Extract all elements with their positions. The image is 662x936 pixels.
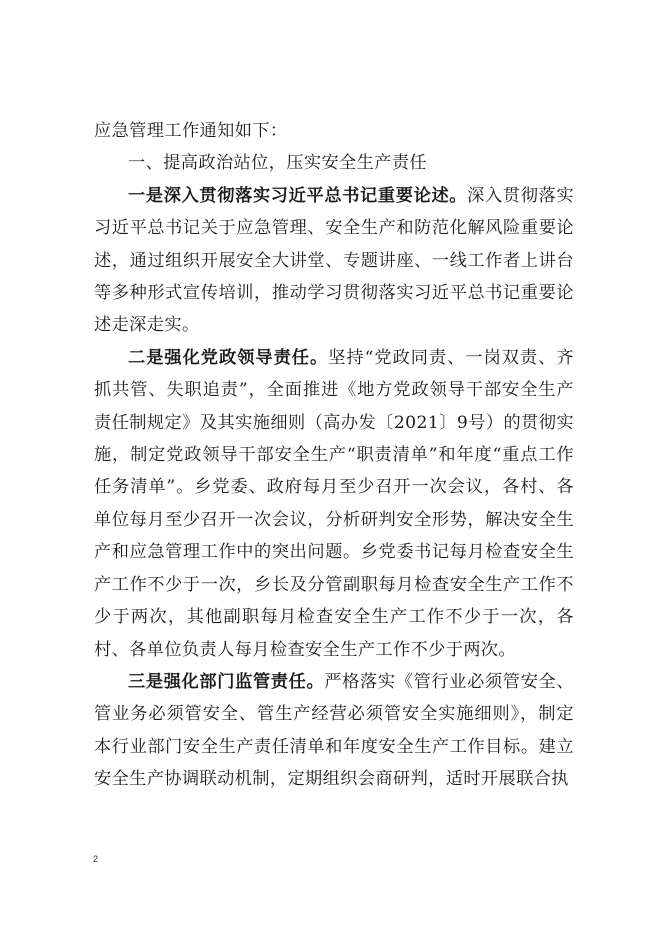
intro-line: 应急管理工作通知如下： xyxy=(94,121,288,141)
paragraph-3-lead: 三是强化部门监管责任。 xyxy=(128,671,325,692)
document-body xyxy=(94,115,574,796)
page-number: 2 xyxy=(93,854,99,864)
section-heading: 一、提高政治站位，压实安全生产责任 xyxy=(128,153,427,174)
paragraph-3-body: 严格落实《管行业必须管安全、管业务必须管安全、管生产经营必须管安全实施细则》，制定本行业部门安全生产责任清单和年度安全生产工作目标。建立安全生产协调联动机制，定期组织会商研判，适时开展联合执 xyxy=(94,671,574,790)
paragraph-2-lead: 二是强化党政领导责任。 xyxy=(128,347,329,368)
paragraph-2 xyxy=(94,342,574,666)
paragraph-1 xyxy=(94,180,574,342)
paragraph-3 xyxy=(94,666,574,796)
paragraph-2-body: 坚持“党政同责、一岗双责、齐抓共管、失职追责”，全面推进《地方党政领导干部安全生产责任制规定》及其实施细则（高办发〔2021〕9号）的贯彻实施，制定党政领导干部安全生产“职责清单”和年度“重点工作任务清单”。乡党委、政府每月至少召开一次会议，各村、各单位每月至少召开一次会议，分析研判安全形势，解决安全生产和应急管理工作中的突出问题。乡党委书记每月检查安全生产工作不少于一次，乡长及分管副职每月检查安全生产工作不少于两次，其他副职每月检查安全生产工作不少于一次，各村、各单位负责人每月检查安全生产工作不少于两次。 xyxy=(94,347,574,660)
paragraph-1-lead: 一是深入贯彻落实习近平总书记重要论述。 xyxy=(128,185,468,206)
paragraph-1-body: 深入贯彻落实习近平总书记关于应急管理、安全生产和防范化解风险重要论述，通过组织开展安全大讲堂、专题讲座、一线工作者上讲台等多种形式宣传培训，推动学习贯彻落实习近平总书记重要论述走深走实。 xyxy=(94,185,574,336)
